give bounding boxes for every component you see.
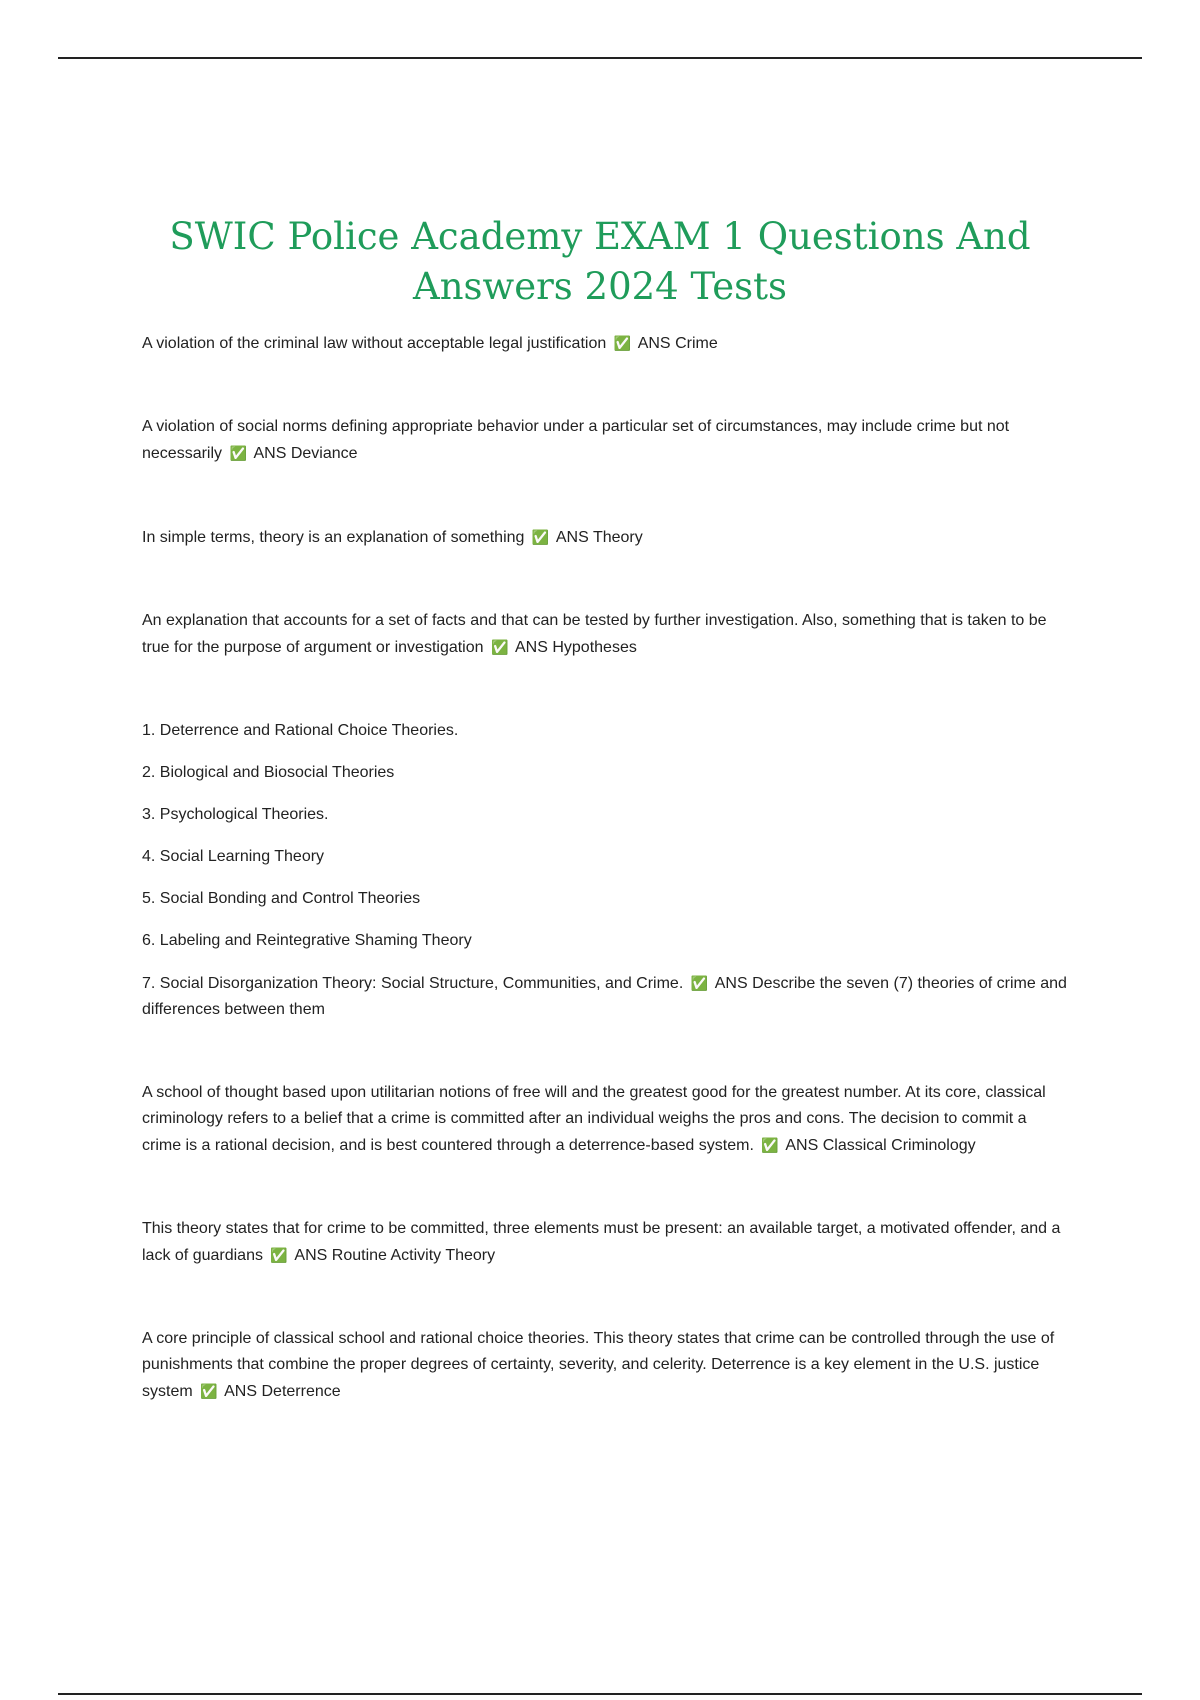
qa-item [142, 1216, 1067, 1269]
question-text: 7. Social Disorganization Theory: Social Structure, Communities, and Crime. [142, 975, 684, 992]
theory-list-item: 5. Social Bonding and Control Theories [142, 890, 421, 907]
check-icon: ✅ [229, 445, 247, 461]
answer-prefix: ANS [514, 639, 548, 656]
answer-prefix: ANS [224, 1383, 258, 1400]
theory-list-item: 4. Social Learning Theory [142, 848, 325, 865]
answer-text: Deterrence [261, 1383, 341, 1400]
check-icon: ✅ [531, 529, 550, 545]
check-icon: ✅ [761, 1137, 779, 1153]
theory-list-item: 6. Labeling and Reintegrative Shaming Theory [142, 932, 472, 949]
question-text: A core principle of classical school and rational choice theories. This theory states that crime can be controlled through the use of punishments that combine the proper degrees of certainty, severity, and celerity. Deterrence is a key element in the U.S. justice system [142, 1330, 1055, 1400]
check-icon: ✅ [490, 639, 509, 655]
qa-item [142, 524, 1067, 551]
question-text: A school of thought based upon utilitarian notions of free will and the greatest good for the greatest number. At its core, classical criminology refers to a belief that a crime is committed after an individual weighs the pros and cons. The decision to commit a crime is a rational decision, and is best countered through a deterrence-based system. [142, 1084, 1046, 1154]
question-text: In simple terms, theory is an explanation of something [142, 529, 525, 546]
document-title: SWIC Police Academy EXAM 1 Questions And Answers 2024 Tests [169, 215, 1031, 308]
qa-item [142, 1080, 1067, 1159]
check-icon: ✅ [200, 1383, 218, 1399]
answer-text: Describe the seven (7) theories of crime and differences between them [142, 975, 1067, 1018]
answer-text: Deviance [290, 445, 358, 462]
question-text: A violation of social norms defining appropriate behavior under a particular set of circumstances, may include crime but not necessarily [142, 418, 1010, 462]
qa-item [142, 608, 1067, 661]
check-icon: ✅ [690, 975, 709, 991]
question-text: This theory states that for crime to be committed, three elements must be present: an available target, a motivated offender, and a lack of guardians [142, 1220, 1061, 1264]
question-text: A violation of the criminal law without acceptable legal justification [142, 335, 607, 352]
theory-list-item-last [142, 970, 1067, 1023]
check-icon: ✅ [270, 1247, 288, 1263]
qa-item [142, 1326, 1067, 1405]
qa-item [142, 414, 1067, 467]
qa-content [142, 330, 1067, 1462]
answer-prefix: ANS [785, 1137, 819, 1154]
theory-list-item: 3. Psychological Theories. [142, 806, 329, 823]
answer-prefix: ANS [253, 445, 287, 462]
qa-item [142, 330, 1067, 357]
answer-text: Classical Criminology [822, 1137, 976, 1154]
bottom-rule [58, 1693, 1142, 1695]
question-text: An explanation that accounts for a set of facts and that can be tested by further investigation. Also, something that is taken to be true for the purpose of argument or investigation [142, 612, 1047, 656]
answer-prefix: ANS [637, 335, 671, 352]
answer-prefix: ANS [294, 1247, 328, 1264]
answer-prefix: ANS [555, 529, 589, 546]
check-icon: ✅ [613, 335, 632, 351]
answer-text: Theory [592, 529, 643, 546]
theory-list-item: 1. Deterrence and Rational Choice Theories. [142, 722, 459, 739]
theories-qa-item [142, 718, 1067, 1023]
top-rule [58, 57, 1142, 59]
answer-prefix: ANS [714, 975, 748, 992]
answer-text: Hypotheses [552, 639, 637, 656]
answer-text: Routine Activity Theory [331, 1247, 496, 1264]
answer-text: Crime [675, 335, 718, 352]
theory-list-item: 2. Biological and Biosocial Theories [142, 764, 395, 781]
